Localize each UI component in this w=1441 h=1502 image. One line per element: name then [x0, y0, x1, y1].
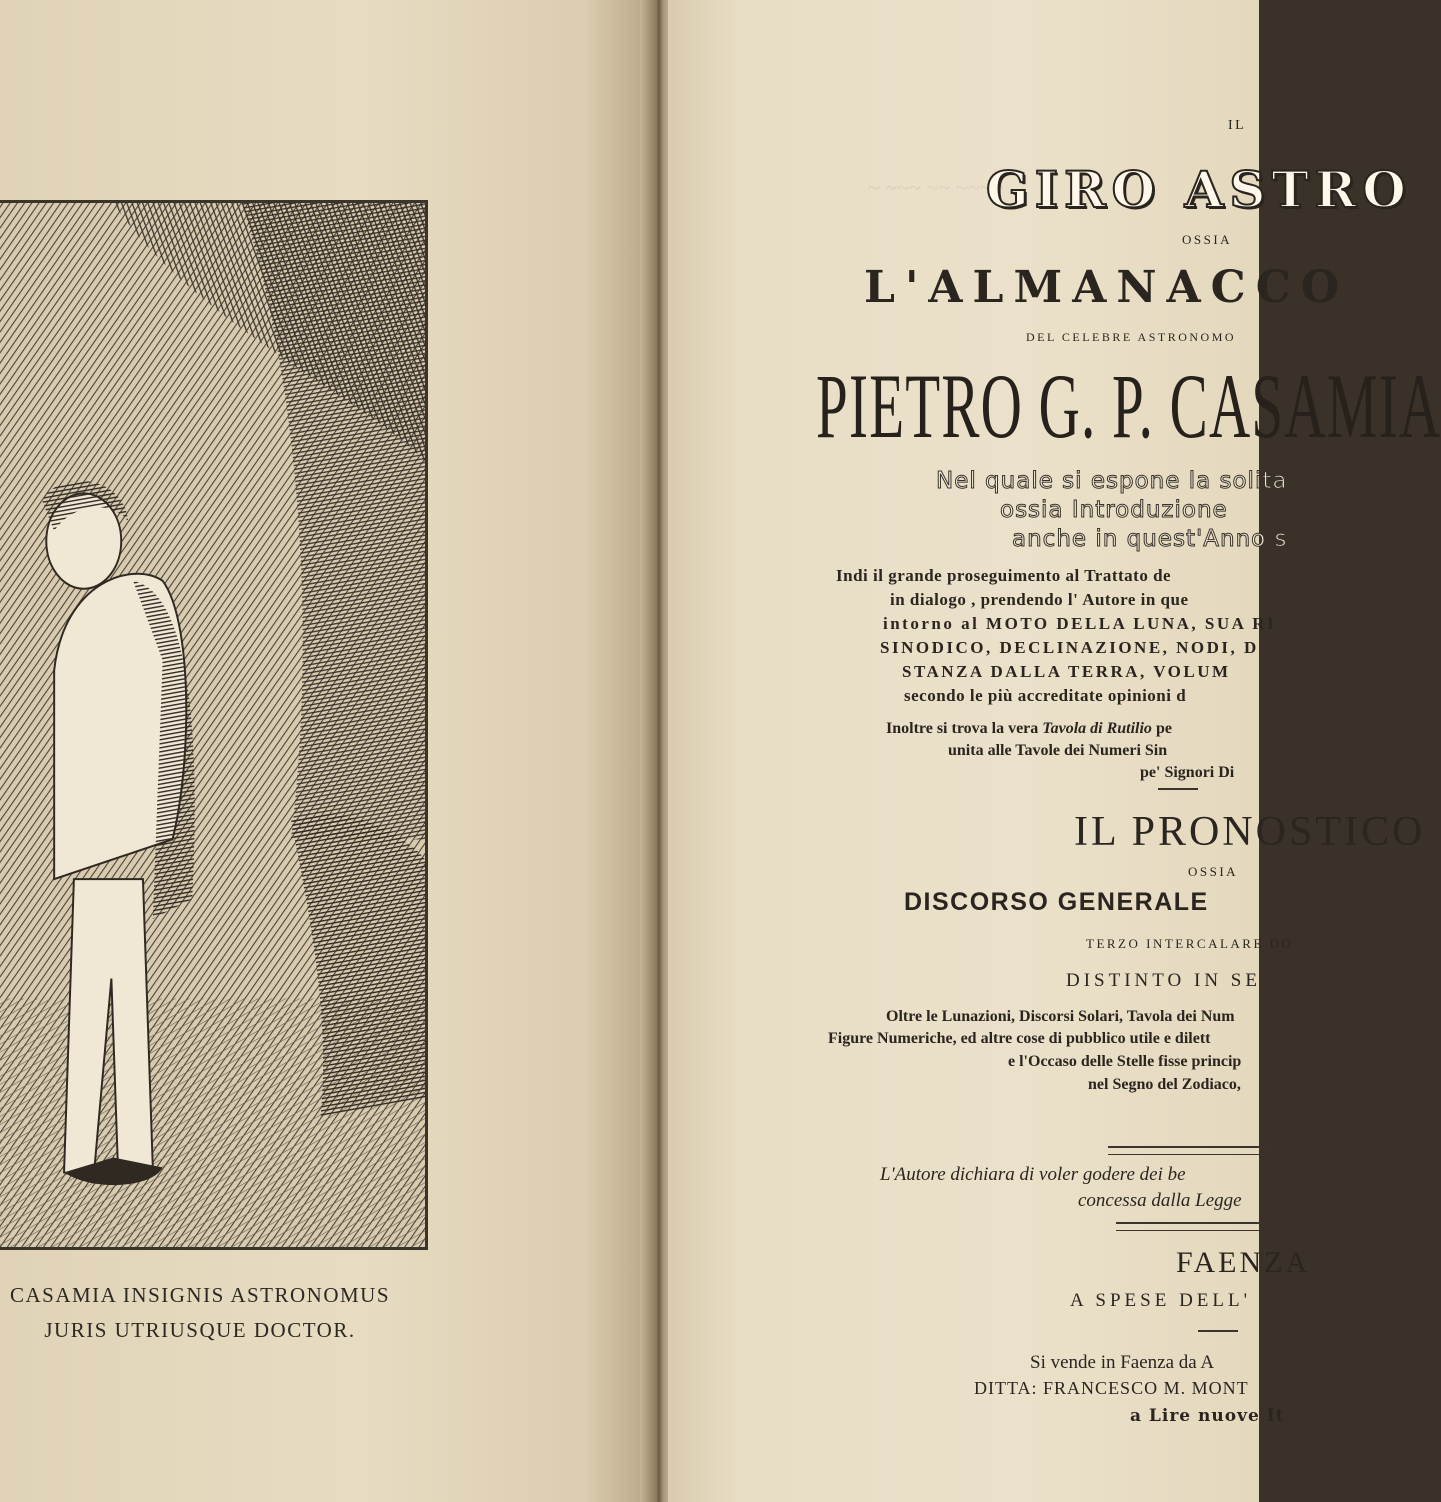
oltre-line-2: Figure Numeriche, ed altre cose di pubblico utile e dilett [828, 1030, 1211, 1047]
autore-line-1: L'Autore dichiara di voler godere dei be [880, 1164, 1186, 1185]
indi-line-3: intorno al MOTO DELLA LUNA, SUA RI [883, 614, 1277, 633]
celebre-astronomo: DEL CELEBRE ASTRONOMO [1026, 330, 1237, 344]
inoltre-line-1 [886, 720, 1172, 738]
title-pietro: PIETRO G. P. CASAMIA [816, 355, 1441, 457]
distinto-in: DISTINTO IN SE [1066, 970, 1261, 991]
engraving-illustration [0, 203, 425, 1247]
oltre-line-4: nel Segno del Zodiaco, [1088, 1076, 1241, 1093]
tavola-rutilio: Tavola di Rutilio [1042, 720, 1152, 737]
discorso-generale: DISCORSO GENERALE [904, 888, 1209, 916]
indi-line-1: Indi il grande proseguimento al Trattato de [836, 566, 1172, 585]
oltre-line-1: Oltre le Lunazioni, Discorsi Solari, Tavola dei Num [886, 1008, 1235, 1025]
vende-line-2: DITTA: FRANCESCO M. MONT [974, 1378, 1249, 1398]
caption-line-1: CASAMIA INSIGNIS ASTRONOMUS [9, 1283, 391, 1307]
oltre-line-3: e l'Occaso delle Stelle fisse princip [1008, 1053, 1242, 1070]
left-page [0, 0, 650, 1502]
divider-dash-1 [1158, 788, 1198, 790]
title-almanacco: L'ALMANACCO [864, 262, 1350, 313]
portrait-engraving [0, 200, 428, 1250]
intro-line-3: anche in quest'Anno s [1012, 526, 1288, 552]
intro-line-2: ossia Introduzione [1000, 497, 1228, 523]
ossia-2: OSSIA [1188, 864, 1239, 879]
indi-line-6: secondo le più accreditate opinioni d [904, 686, 1187, 705]
indi-line-2: in dialogo , prendendo l' Autore in que [890, 590, 1189, 609]
ossia-1: OSSIA [1182, 232, 1233, 247]
intro-line-1: Nel quale si espone la solita [936, 468, 1288, 494]
show-through-text: ~ ~~~ ~~ ~~~~ [868, 175, 1004, 200]
divider-dash-2 [1198, 1330, 1238, 1332]
terzo-intercalare: TERZO INTERCALARE DO [1086, 936, 1294, 951]
autore-line-2: concessa dalla Legge [1078, 1190, 1242, 1211]
place-faenza: FAENZA [1176, 1246, 1311, 1279]
indi-line-4: SINODICO, DECLINAZIONE, NODI, D [880, 638, 1259, 657]
vende-line-1: Si vende in Faenza da A [1030, 1352, 1215, 1373]
title-pronostico: IL PRONOSTICO [1074, 809, 1426, 855]
inoltre-text: Inoltre si trova la vera [886, 720, 1043, 737]
indi-line-5: STANZA DALLA TERRA, VOLUM [902, 662, 1231, 681]
inoltre-line-2: unita alle Tavole dei Numeri Sin [948, 742, 1168, 759]
inoltre-tail: pe [1151, 720, 1172, 737]
a-spese: A SPESE DELL' [1070, 1290, 1252, 1311]
divider-double-rule-2 [1116, 1222, 1266, 1231]
price-line: a Lire nuove It [1130, 1406, 1285, 1426]
divider-double-rule-1 [1108, 1146, 1268, 1155]
right-page [668, 0, 1441, 1502]
title-giro-astro: GIRO ASTRO [986, 160, 1412, 219]
caption-line-2: JURIS UTRIUSQUE DOCTOR. [44, 1318, 356, 1342]
inoltre-line-3: pe' Signori Di [1140, 764, 1235, 781]
title-il: IL [1228, 118, 1247, 133]
